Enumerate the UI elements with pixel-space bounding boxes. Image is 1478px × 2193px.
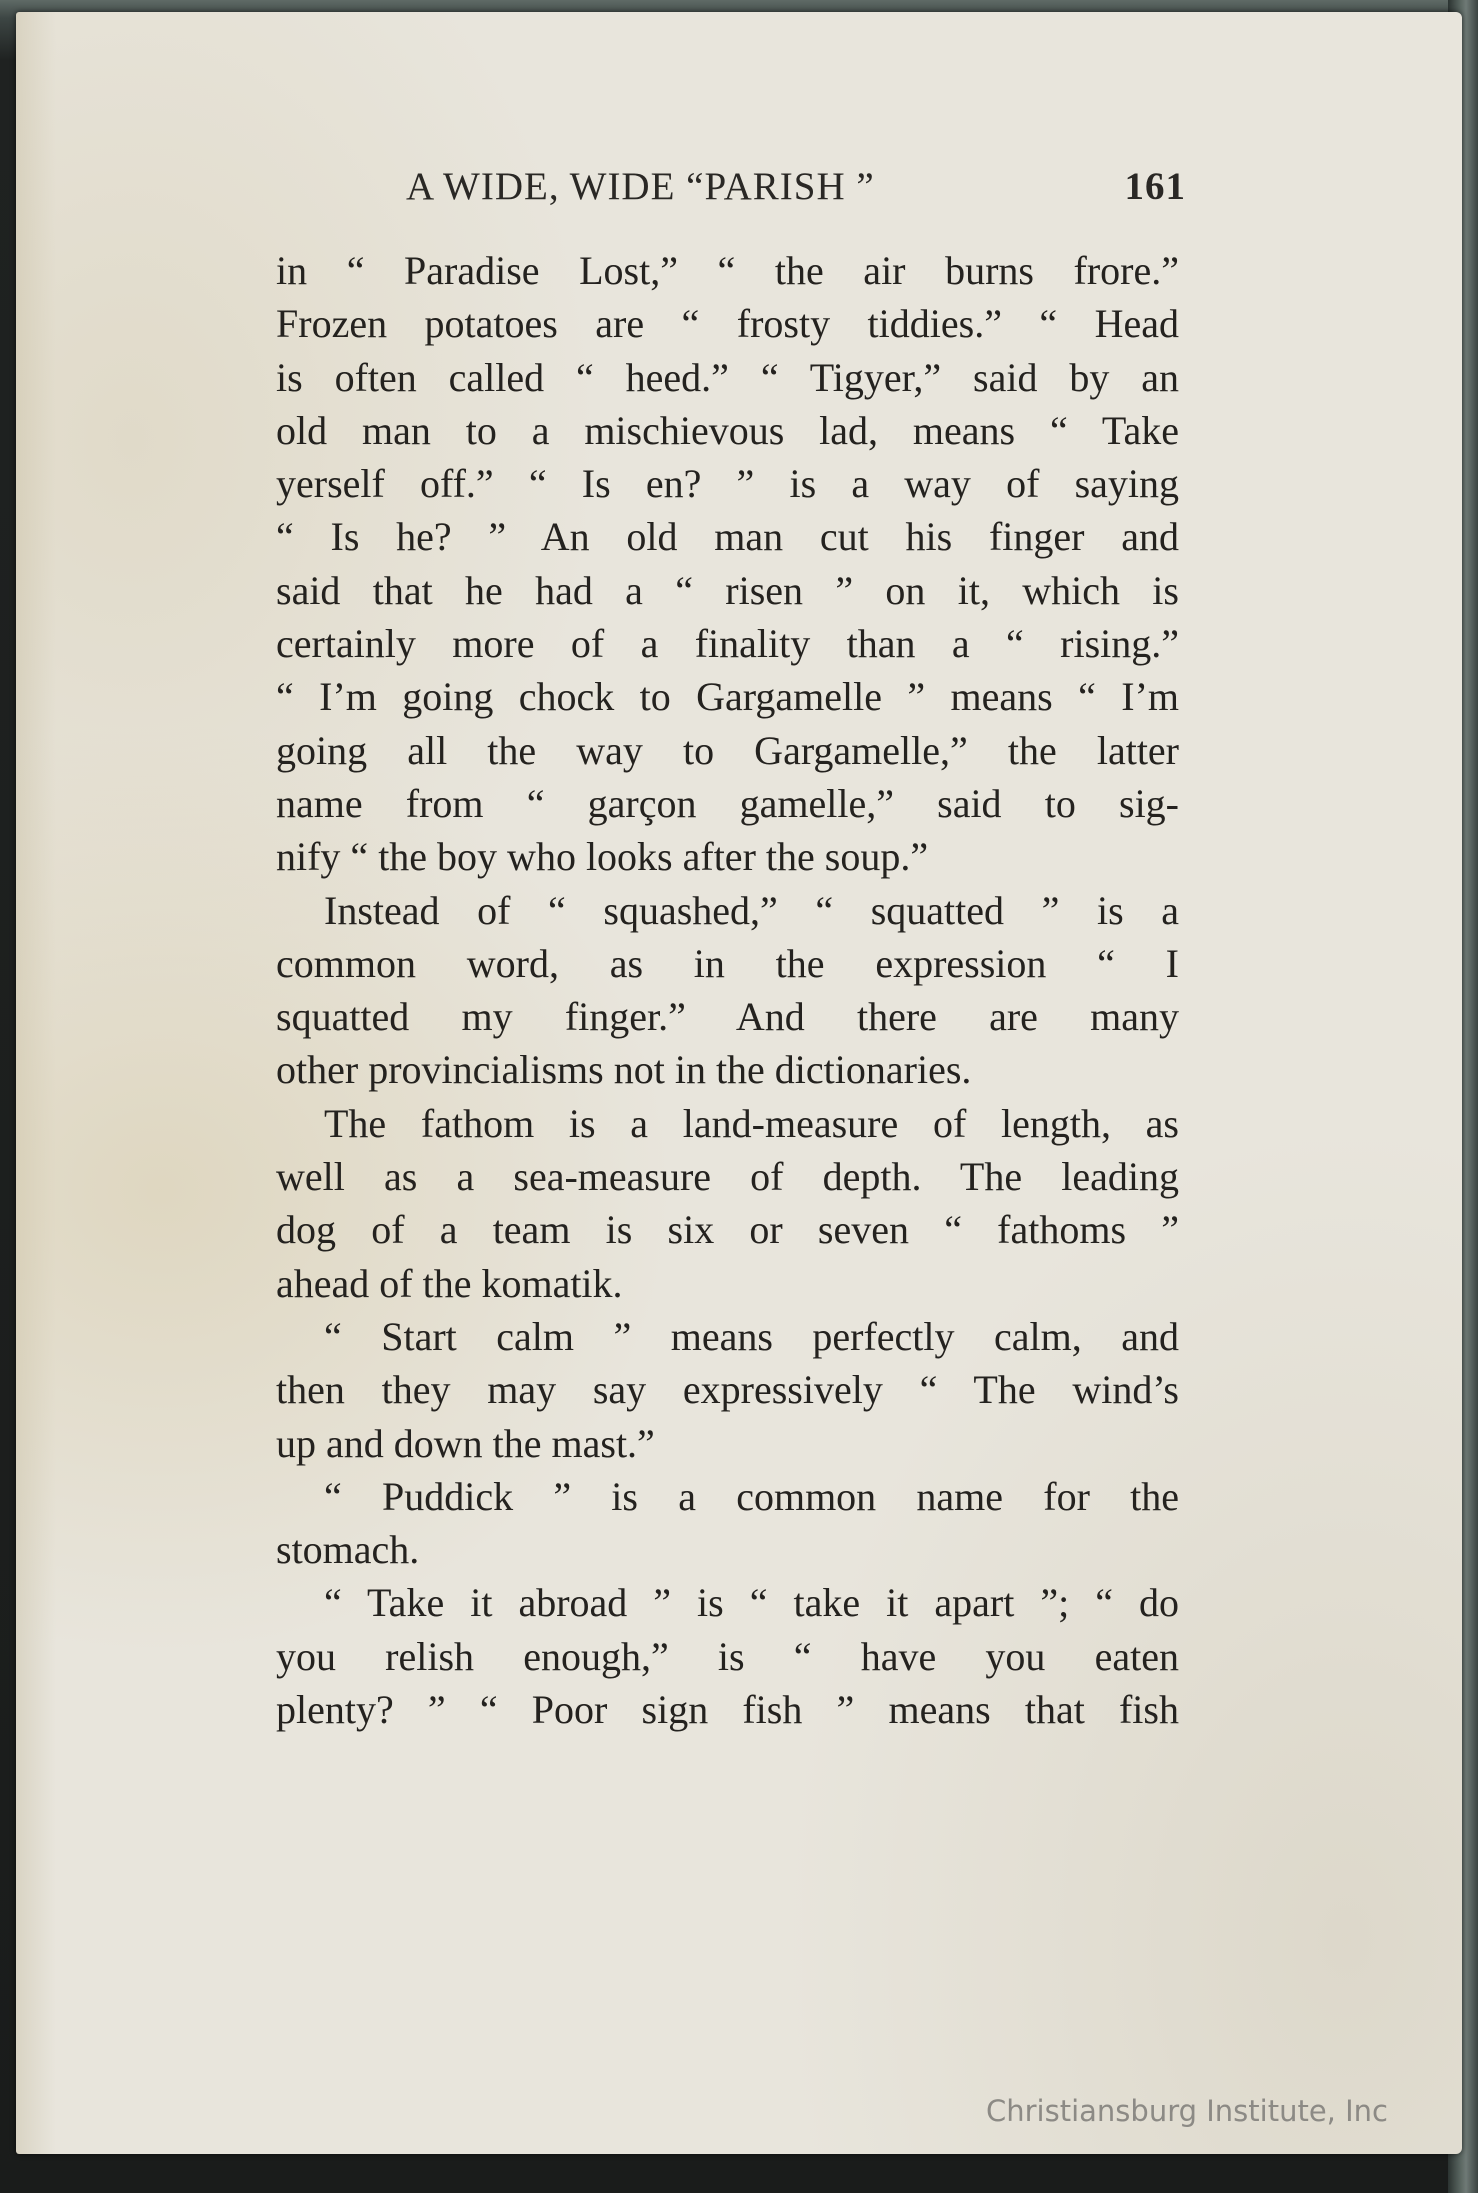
text-line: “ Is he? ” An old man cut his finger and (276, 514, 1179, 560)
running-title: A WIDE, WIDE “PARISH ” (406, 165, 875, 208)
text-line: Frozen potatoes are “ frosty tiddies.” “ Head (276, 301, 1179, 347)
text-line: name from “ garçon gamelle,” said to sig- (276, 780, 1179, 826)
text-line: stomach. (276, 1527, 420, 1573)
text-line: “ Take it abroad ” is “ take it apart ”; “ do (324, 1580, 1179, 1626)
text-line: is often called “ heed.” “ Tigyer,” said by an (276, 354, 1179, 400)
text-line: going all the way to Gargamelle,” the latter (276, 727, 1179, 773)
text-line: “ Puddick ” is a common name for the (324, 1473, 1179, 1519)
text-line: The fathom is a land-measure of length, as (324, 1100, 1179, 1146)
book-page (16, 12, 1462, 2154)
text-line: plenty? ” “ Poor sign fish ” means that fish (276, 1687, 1179, 1733)
text-line: yerself off.” “ Is en? ” is a way of saying (276, 461, 1179, 507)
page-number: 161 (1124, 165, 1186, 208)
text-line: in “ Paradise Lost,” “ the air burns frore.” (276, 248, 1179, 293)
text-line: common word, as in the expression “ I (276, 940, 1179, 986)
text-line: certainly more of a finality than a “ rising.” (276, 621, 1179, 667)
text-line: said that he had a “ risen ” on it, which is (276, 567, 1179, 613)
text-line: old man to a mischievous lad, means “ Take (276, 407, 1179, 453)
text-line: squatted my finger.” And there are many (276, 994, 1179, 1040)
text-line: “ Start calm ” means perfectly calm, and (324, 1313, 1179, 1359)
text-line: nify “ the boy who looks after the soup.” (276, 834, 929, 880)
text-line: other provincialisms not in the dictionaries. (276, 1047, 972, 1093)
text-line: you relish enough,” is “ have you eaten (276, 1633, 1179, 1679)
text-line: well as a sea-measure of depth. The leading (276, 1154, 1179, 1200)
text-line: then they may say expressively “ The wind’s (276, 1367, 1179, 1413)
text-line: dog of a team is six or seven “ fathoms ” (276, 1207, 1179, 1253)
watermark: Christiansburg Institute, Inc (986, 2094, 1388, 2128)
body-text (276, 244, 1179, 1736)
text-line: Instead of “ squashed,” “ squatted ” is a (324, 887, 1179, 933)
text-line: “ I’m going chock to Gargamelle ” means “ I’m (276, 674, 1179, 720)
text-line: up and down the mast.” (276, 1420, 655, 1466)
text-line: ahead of the komatik. (276, 1260, 623, 1306)
